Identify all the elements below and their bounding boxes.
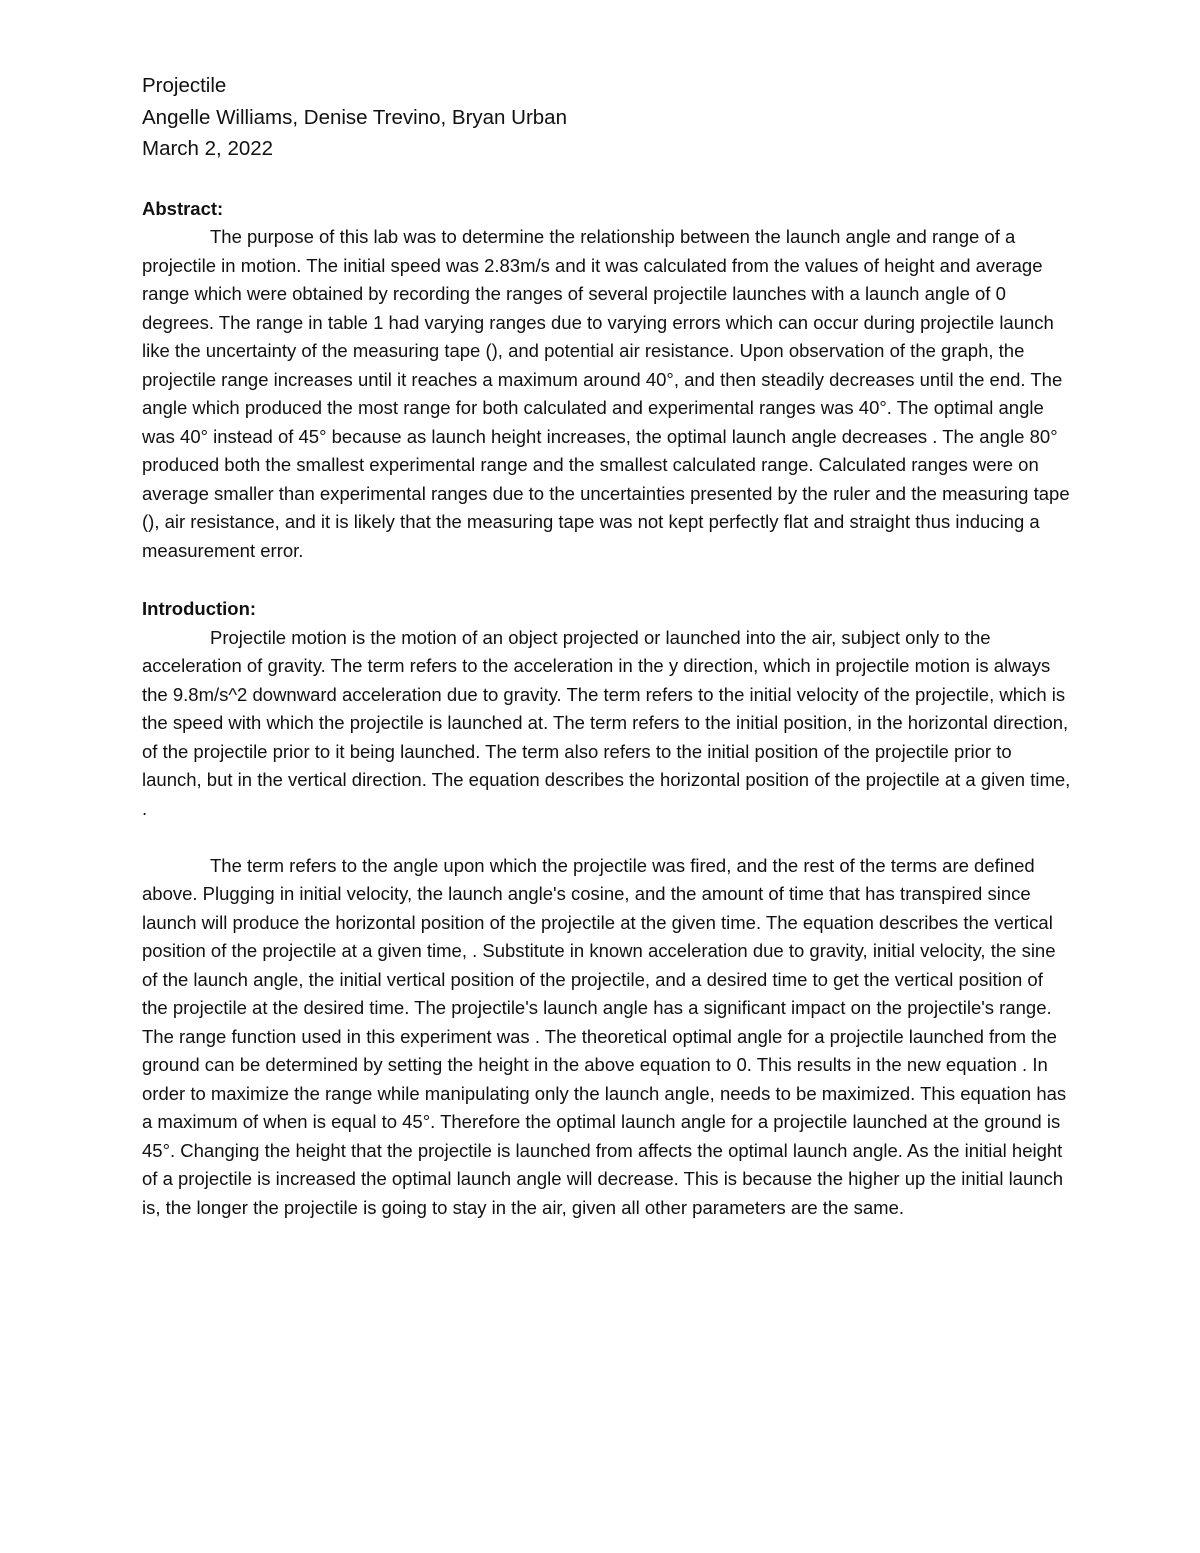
introduction-paragraph-1: Projectile motion is the motion of an object projected or launched into the air, subject only to the acceleration of gravity. The term refers to the acceleration in the y direction, which in projectile motion is always the 9.8m/s^2 downward acceleration due to gravity. The term refers to the initial velocity of the projectile, which is the speed with which the projectile is launched at. The term refers to the initial position, in the horizontal direction, of the projectile prior to it being launched. The term also refers to the initial position of the projectile prior to launch, but in the vertical direction. The equation describes the horizontal position of the projectile at a given time, .: [142, 626, 1071, 819]
abstract-section: [142, 195, 1072, 566]
paragraph-spacer: [142, 823, 1072, 852]
document-title: Projectile: [142, 74, 227, 97]
introduction-section: [142, 595, 1072, 1222]
introduction-paragraph-2: The term refers to the angle upon which the projectile was fired, and the rest of the terms are defined above. Plugging in initial velocity, the launch angle's cosine, and the amount of time that has transpired since launch will produce the horizontal position of the projectile at the given time. The equation describes the vertical position of the projectile at a given time, . Substitute in known acceleration due to gravity, initial velocity, the sine of the launch angle, the initial vertical position of the projectile, and a desired time to get the vertical position of the projectile at the desired time. The projectile's launch angle has a significant impact on the projectile's range. The range function used in this experiment was . The theoretical optimal angle for a projectile launched from the ground can be determined by setting the height in the above equation to 0. This results in the new equation . In order to maximize the range while manipulating only the launch angle, needs to be maximized. This equation has a maximum of when is equal to 45°. Therefore the optimal launch angle for a projectile launched at the ground is 45°. Changing the height that the projectile is launched from affects the optimal launch angle. As the initial height of a projectile is increased the optimal launch angle will decrease. This is because the higher up the initial launch is, the longer the projectile is going to stay in the air, given all other parameters are the same.: [142, 854, 1067, 1218]
document-header: [142, 70, 1072, 165]
document-page: [142, 70, 1072, 1222]
abstract-heading: Abstract:: [142, 197, 224, 219]
introduction-heading: Introduction:: [142, 598, 257, 619]
abstract-paragraph: The purpose of this lab was to determine the relationship between the launch angle and range of a projectile in motion. The initial speed was 2.83m/s and it was calculated from the values of height and average range which were obtained by recording the ranges of several projectile launches with a launch angle of 0 degrees. The range in table 1 had varying ranges due to varying errors which can occur during projectile launch like the uncertainty of the measuring tape (), and potential air resistance. Upon observation of the graph, the projectile range increases until it reaches a maximum around 40°, and then steadily decreases until the end. The angle which produced the most range for both calculated and experimental ranges was 40°. The optimal angle was 40° instead of 45° because as launch height increases, the optimal launch angle decreases . The angle 80° produced both the smallest experimental range and the smallest calculated range. Calculated ranges were on average smaller than experimental ranges due to the uncertainties presented by the ruler and the measuring tape (), air resistance, and it is likely that the measuring tape was not kept perfectly flat and straight thus inducing a measurement error.: [142, 226, 1070, 561]
authors-line: Angelle Williams, Denise Trevino, Bryan Urban: [142, 105, 567, 129]
date-line: March 2, 2022: [142, 137, 274, 160]
